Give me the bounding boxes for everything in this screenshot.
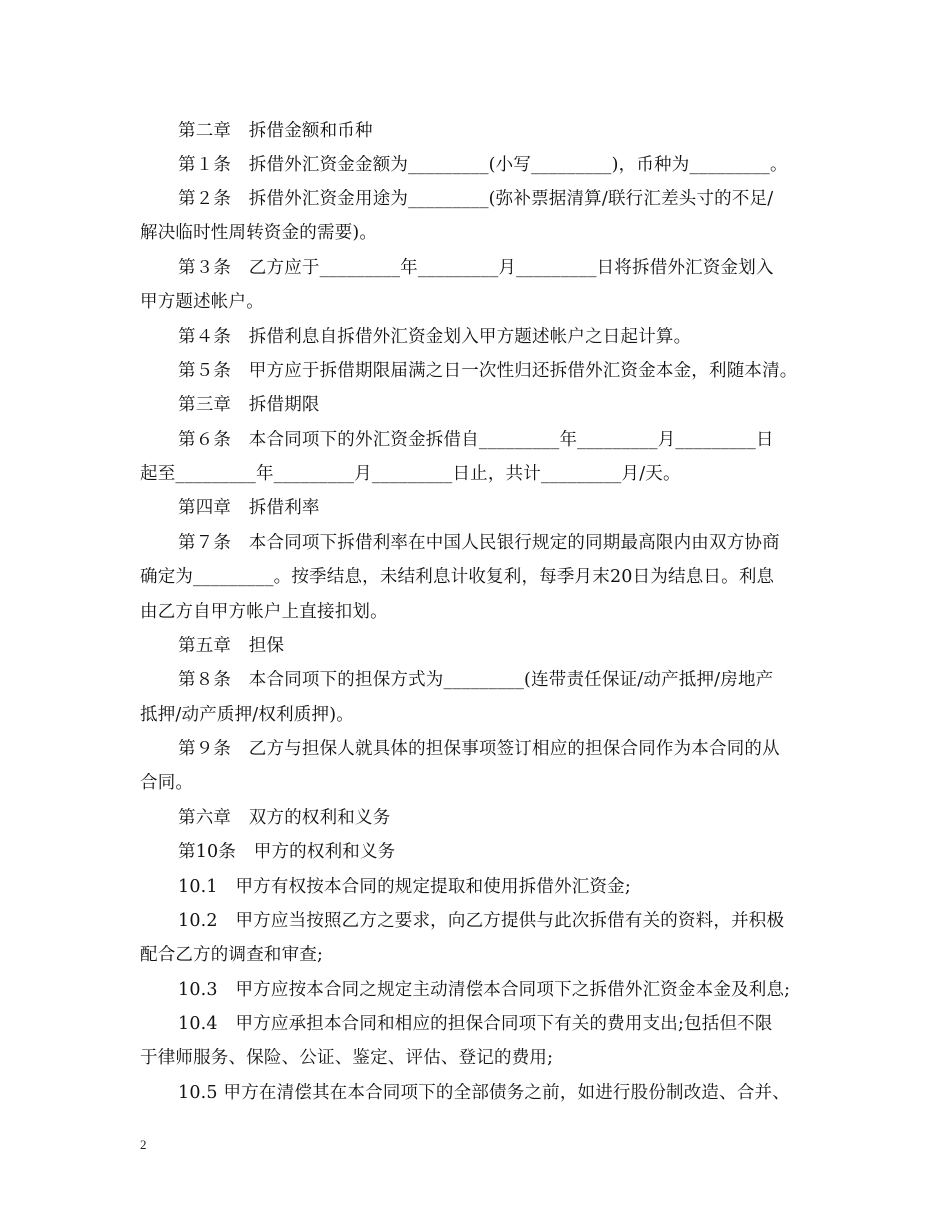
clause-10-4-line-2: 于律师服务、保险、公证、鉴定、评估、登记的费用; — [140, 1048, 554, 1068]
page-number: 2 — [140, 1137, 147, 1152]
article-5: 第５条 甲方应于拆借期限届满之日一次性归还拆借外汇资金本金，利随本清。 — [178, 361, 798, 381]
article-7-line-1: 第７条 本合同项下拆借利率在中国人民银行规定的同期最高限内由双方协商 — [178, 533, 780, 553]
clause-10-2-line-1: 10.2 甲方应当按照乙方之要求，向乙方提供与此次拆借有关的资料，并积极 — [178, 911, 785, 931]
article-9-line-1: 第９条 乙方与担保人就具体的担保事项签订相应的担保合同作为本合同的从 — [178, 739, 780, 759]
chapter-2-heading: 第二章 拆借金额和币种 — [178, 121, 373, 141]
article-8-line-1: 第８条 本合同项下的担保方式为_________(连带责任保证/动产抵押/房地产 — [178, 670, 774, 690]
chapter-5-heading: 第五章 担保 — [178, 636, 285, 656]
chapter-4-heading: 第四章 拆借利率 — [178, 498, 320, 518]
article-2-line-1: 第２条 拆借外汇资金用途为_________(弥补票据清算/联行汇差头寸的不足/ — [178, 189, 774, 209]
article-7-line-3: 由乙方自甲方帐户上直接扣划。 — [140, 602, 388, 622]
clause-10-3: 10.3 甲方应按本合同之规定主动清偿本合同项下之拆借外汇资金本金及利息; — [178, 980, 791, 1000]
clause-10-4-line-1: 10.4 甲方应承担本合同和相应的担保合同项下有关的费用支出;包括但不限 — [178, 1014, 773, 1034]
article-6-line-2: 起至_________年_________月_________日止，共计_________月/天。 — [140, 464, 681, 484]
article-10-heading: 第10条 甲方的权利和义务 — [178, 842, 396, 862]
article-7-line-2: 确定为_________。按季结息，未结利息计收复利，每季月末20日为结息日。利息 — [140, 567, 775, 587]
chapter-3-heading: 第三章 拆借期限 — [178, 395, 320, 415]
article-1: 第１条 拆借外汇资金金额为_________(小写_________)，币种为_________。 — [178, 155, 788, 175]
article-3-line-2: 甲方题述帐户。 — [140, 292, 264, 312]
article-6-line-1: 第６条 本合同项下的外汇资金拆借自_________年_________月_________日 — [178, 430, 774, 450]
article-3-line-1: 第３条 乙方应于_________年_________月_________日将拆借外汇资金划入 — [178, 258, 774, 278]
article-8-line-2: 抵押/动产质押/权利质押)。 — [140, 705, 354, 725]
clause-10-1: 10.1 甲方有权按本合同的规定提取和使用拆借外汇资金; — [178, 877, 631, 897]
article-2-line-2: 解决临时性周转资金的需要)。 — [140, 223, 378, 243]
clause-10-5-line-1: 10.5 甲方在清偿其在本合同项下的全部债务之前，如进行股份制改造、合并、 — [178, 1083, 790, 1103]
article-4: 第４条 拆借利息自拆借外汇资金划入甲方题述帐户之日起计算。 — [178, 327, 692, 347]
clause-10-2-line-2: 配合乙方的调查和审查; — [140, 945, 324, 965]
article-9-line-2: 合同。 — [140, 773, 194, 793]
chapter-6-heading: 第六章 双方的权利和义务 — [178, 808, 391, 828]
